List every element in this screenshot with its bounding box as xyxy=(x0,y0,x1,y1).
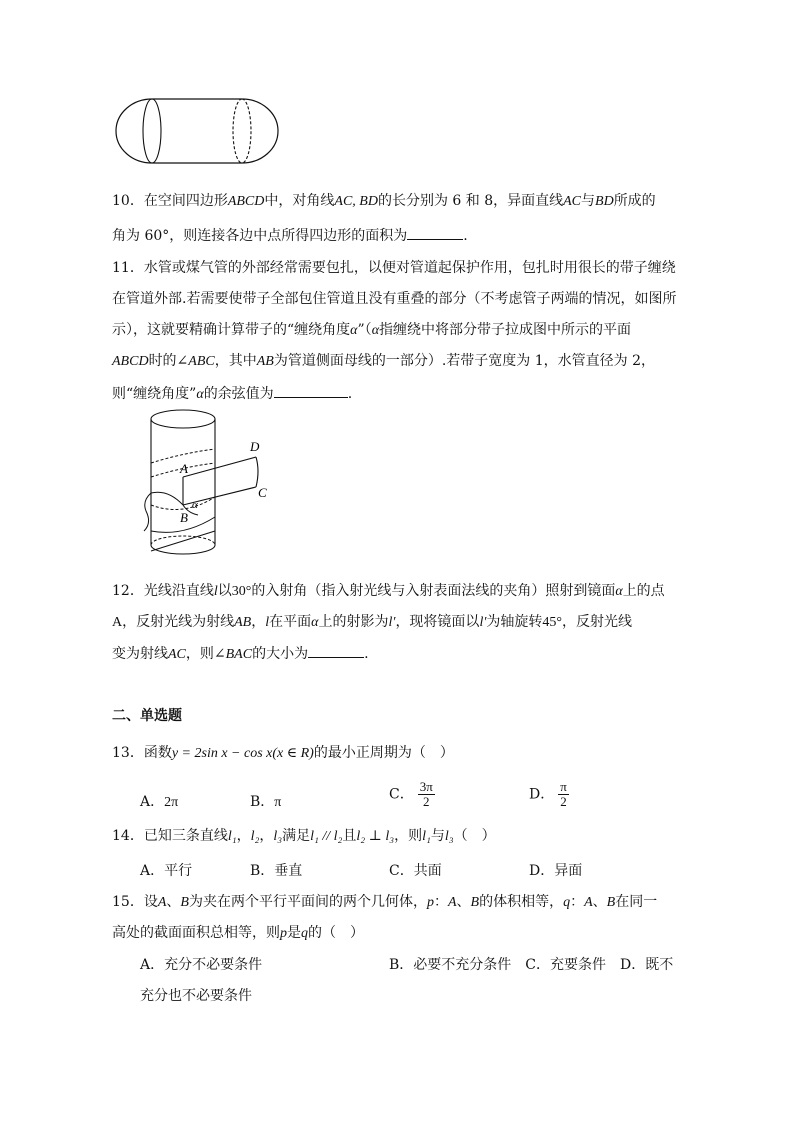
q11-line4: ABCD时的∠ABC，其中AB为管道侧面母线的一部分）.若带子宽度为 1，水管直径为 2， xyxy=(112,353,656,369)
q11-line3: 示），这就要精确计算带子的“缠绕角度α”（α指缠绕中将部分带子拉成图中所示的平面 xyxy=(112,322,632,338)
answer-blank xyxy=(407,225,463,240)
fig-label-B: B xyxy=(180,510,188,525)
fig-label-A: A xyxy=(180,461,188,476)
fig-label-C: C xyxy=(258,485,267,500)
q10-line1: 10．在空间四边形ABCD中，对角线AC, BD的长分别为 6 和 8，异面直线AC与BD所成的 xyxy=(112,193,656,209)
q14-option-c[interactable]: C．共面 xyxy=(389,863,442,879)
q14-option-b[interactable]: B．垂直 xyxy=(250,863,303,879)
fig-label-alpha: α xyxy=(192,499,198,511)
q15-option-a[interactable]: A．充分不必要条件 xyxy=(140,957,263,973)
q13-option-d[interactable]: D． $\frac{\pi}{2}$ xyxy=(529,779,567,809)
fig-label-D: D xyxy=(250,439,260,454)
q13-stem: 13．函数y = 2sin x − cos x(x ∈ R)的最小正周期为（ ） xyxy=(112,745,454,761)
q13-option-c[interactable]: C． $\frac{3\pi}{2}$ xyxy=(389,779,433,809)
section-heading: 二、单选题 xyxy=(112,708,182,724)
q11-line2: 在管道外部.若需要使带子全部包住管道且没有重叠的部分（不考虑管子两端的情况，如图所 xyxy=(112,291,677,307)
q10-line2: 角为 60°，则连接各边中点所得四边形的面积为 . xyxy=(112,225,468,246)
q12-line3: 变为射线AC，则∠BAC的大小为 . xyxy=(112,643,369,665)
capsule-figure xyxy=(112,93,282,169)
q14-stem: 14．已知三条直线l₁，l₂，l₃满足l₁ // l₂且l₂ ⊥ l₃，则l₁与l₃（ ） xyxy=(112,828,496,844)
q13-option-a[interactable]: A．2π xyxy=(140,794,179,810)
q14-option-a[interactable]: A．平行 xyxy=(140,863,193,879)
q15-option-d-tail[interactable]: 充分也不必要条件 xyxy=(140,988,252,1004)
q15-options-bcd[interactable]: B．必要不充分条件 C．充要条件 D．既不 xyxy=(389,957,674,973)
q12-line1: 12．光线沿直线l以30°的入射角（指入射光线与入射表面法线的夹角）照射到镜面α上的点 xyxy=(112,583,665,599)
q15-line1: 15．设A、B为夹在两个平行平面间的两个几何体，p：A、B的体积相等，q：A、B在同一 xyxy=(112,894,658,910)
q15-line2: 高处的截面面积总相等，则p是q的（ ） xyxy=(112,925,364,941)
answer-blank xyxy=(308,643,364,658)
q11-line1: 11．水管或煤气管的外部经常需要包扎，以便对管道起保护作用，包扎时用很长的带子缠绕 xyxy=(112,260,676,276)
q14-option-d[interactable]: D．异面 xyxy=(529,863,583,879)
q12-line2: A，反射光线为射线AB，l在平面α上的射影为l′，现将镜面以l′为轴旋转45°，反射光线 xyxy=(112,614,632,630)
pipe-tape-figure xyxy=(138,405,278,565)
q13-option-b[interactable]: B．π xyxy=(250,794,282,810)
q11-line5: 则“缠绕角度”α的余弦值为 . xyxy=(112,383,352,405)
answer-blank xyxy=(274,383,348,398)
